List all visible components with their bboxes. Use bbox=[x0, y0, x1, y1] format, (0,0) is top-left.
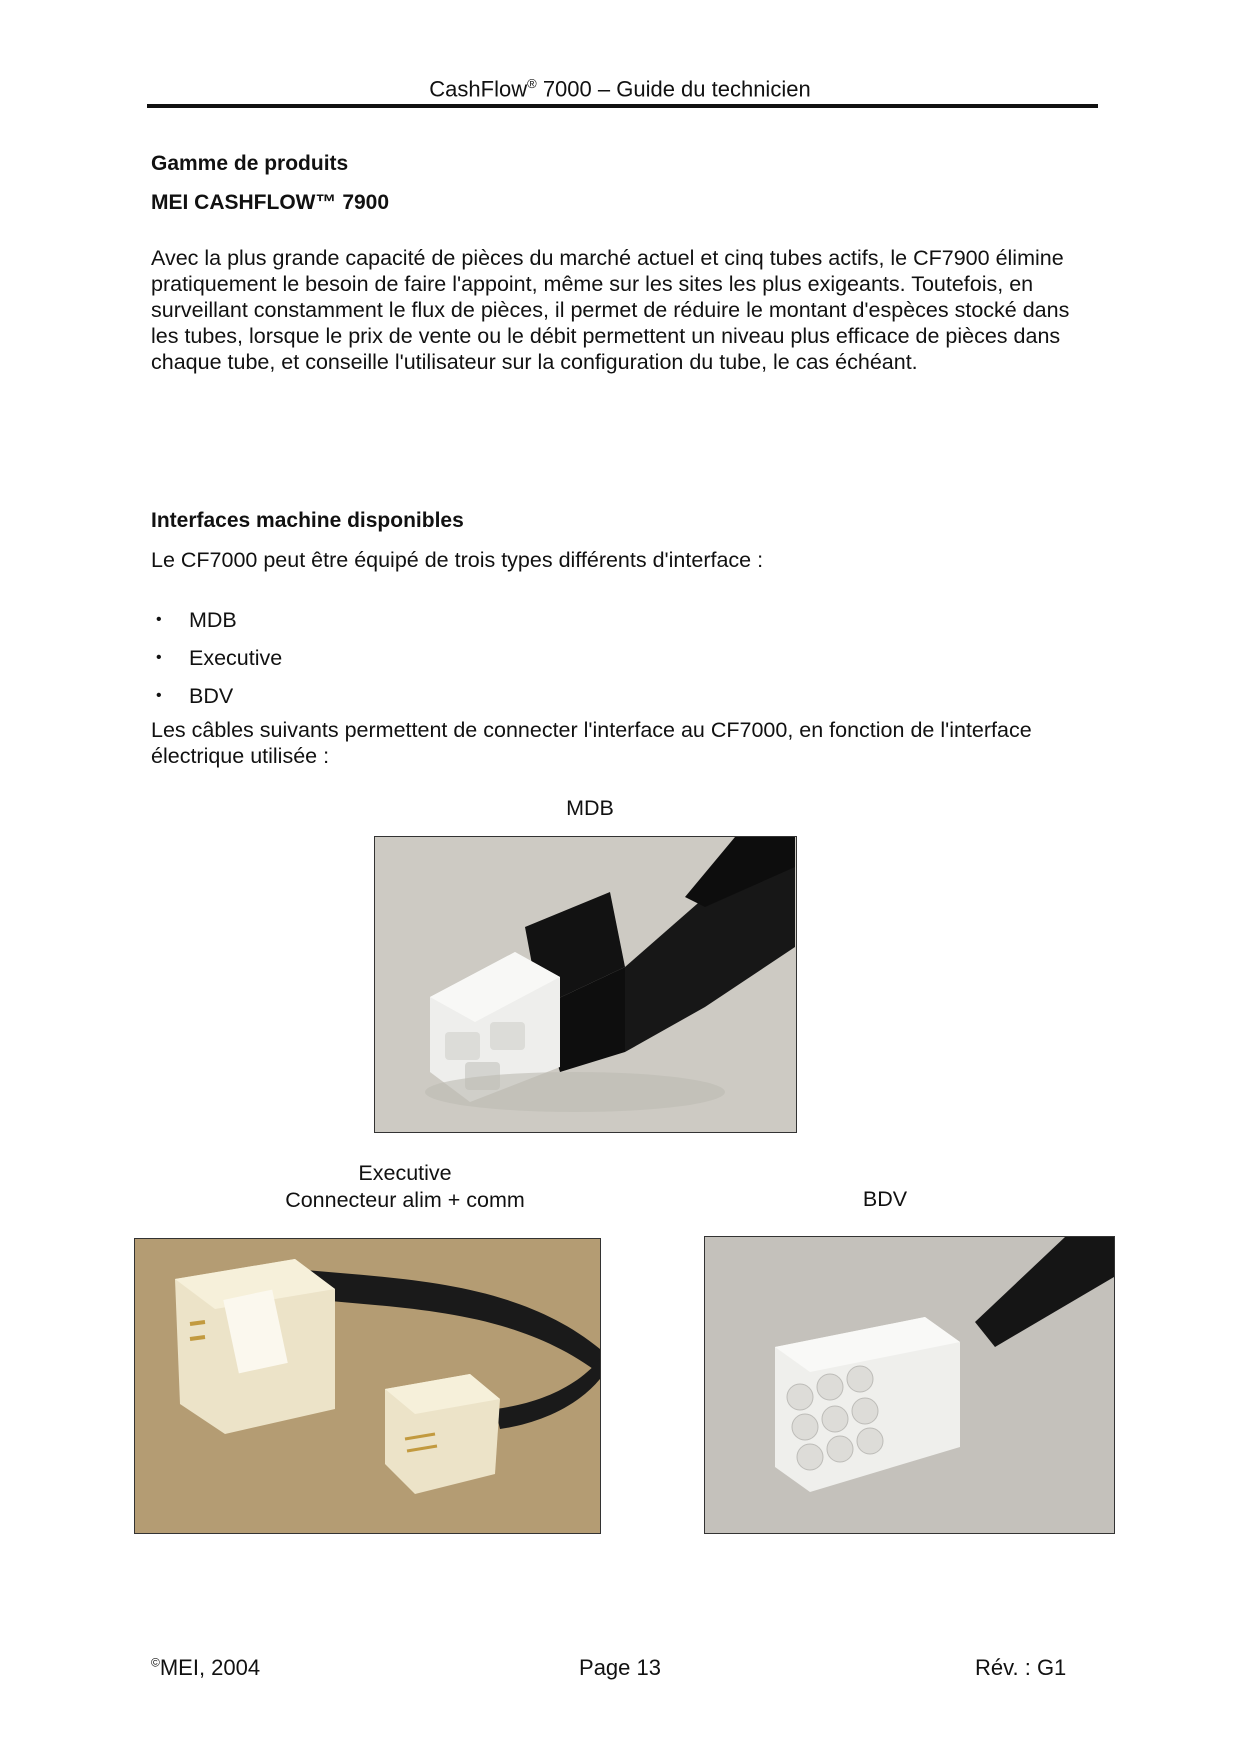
executive-caption-subtitle: Connecteur alim + comm bbox=[285, 1188, 525, 1212]
product-description: Avec la plus grande capacité de pièces du marché actuel et cinq tubes actifs, le CF7900 élimine pratiquement le besoin de faire l'appoint, même sur les sites les plus exigeants. Toutefois, en surveillant constamment le flux de pièces, il permet de réduire le montant d'espèces stocké dans les tubes, lorsque le prix de vente ou le débit permettent un niveau plus efficace de pièces dans chaque tube, et conseille l'utilisateur sur la configuration du tube, le cas échéant. bbox=[151, 246, 1070, 374]
registered-mark: ® bbox=[527, 76, 537, 91]
bullet-icon: • bbox=[156, 687, 162, 704]
footer-copyright-text: MEI, 2004 bbox=[159, 1655, 261, 1680]
footer-revision: Rév. : G1 bbox=[975, 1655, 1067, 1680]
list-item-label: MDB bbox=[189, 607, 237, 632]
bdv-connector-illustration bbox=[705, 1237, 1114, 1533]
mdb-connector-illustration bbox=[375, 837, 796, 1132]
list-item bbox=[151, 677, 282, 715]
interface-list bbox=[151, 601, 282, 715]
executive-caption bbox=[245, 1160, 565, 1214]
bdv-caption: BDV bbox=[862, 1187, 908, 1211]
interfaces-heading: Interfaces machine disponibles bbox=[151, 509, 464, 532]
list-item bbox=[151, 639, 282, 677]
interfaces-intro: Le CF7000 peut être équipé de trois types différents d'interface : bbox=[151, 548, 764, 572]
list-item bbox=[151, 601, 282, 639]
footer-page-number: Page 13 bbox=[579, 1655, 661, 1680]
bdv-connector-photo bbox=[704, 1236, 1115, 1534]
list-item-label: Executive bbox=[189, 645, 283, 670]
header-divider bbox=[147, 104, 1098, 108]
executive-connector-photo bbox=[134, 1238, 601, 1534]
executive-caption-title: Executive bbox=[358, 1161, 452, 1185]
header-title-main: CashFlow bbox=[429, 76, 528, 102]
copyright-icon: © bbox=[151, 1655, 160, 1670]
mdb-caption: MDB bbox=[566, 796, 614, 820]
product-title: MEI CASHFLOW™ 7900 bbox=[151, 191, 390, 214]
list-item-label: BDV bbox=[189, 683, 234, 708]
executive-connector-illustration bbox=[135, 1239, 600, 1533]
cables-text: Les câbles suivants permettent de connecter l'interface au CF7000, en fonction de l'interface électrique utilisée : bbox=[151, 718, 1032, 768]
mdb-connector-photo bbox=[374, 836, 797, 1133]
bullet-icon: • bbox=[156, 611, 162, 628]
section-title: Gamme de produits bbox=[151, 152, 349, 175]
header-title-rest: 7000 – Guide du technicien bbox=[536, 76, 811, 102]
page-header-title bbox=[0, 76, 1240, 102]
footer-copyright bbox=[151, 1655, 260, 1681]
bullet-icon: • bbox=[156, 649, 162, 666]
